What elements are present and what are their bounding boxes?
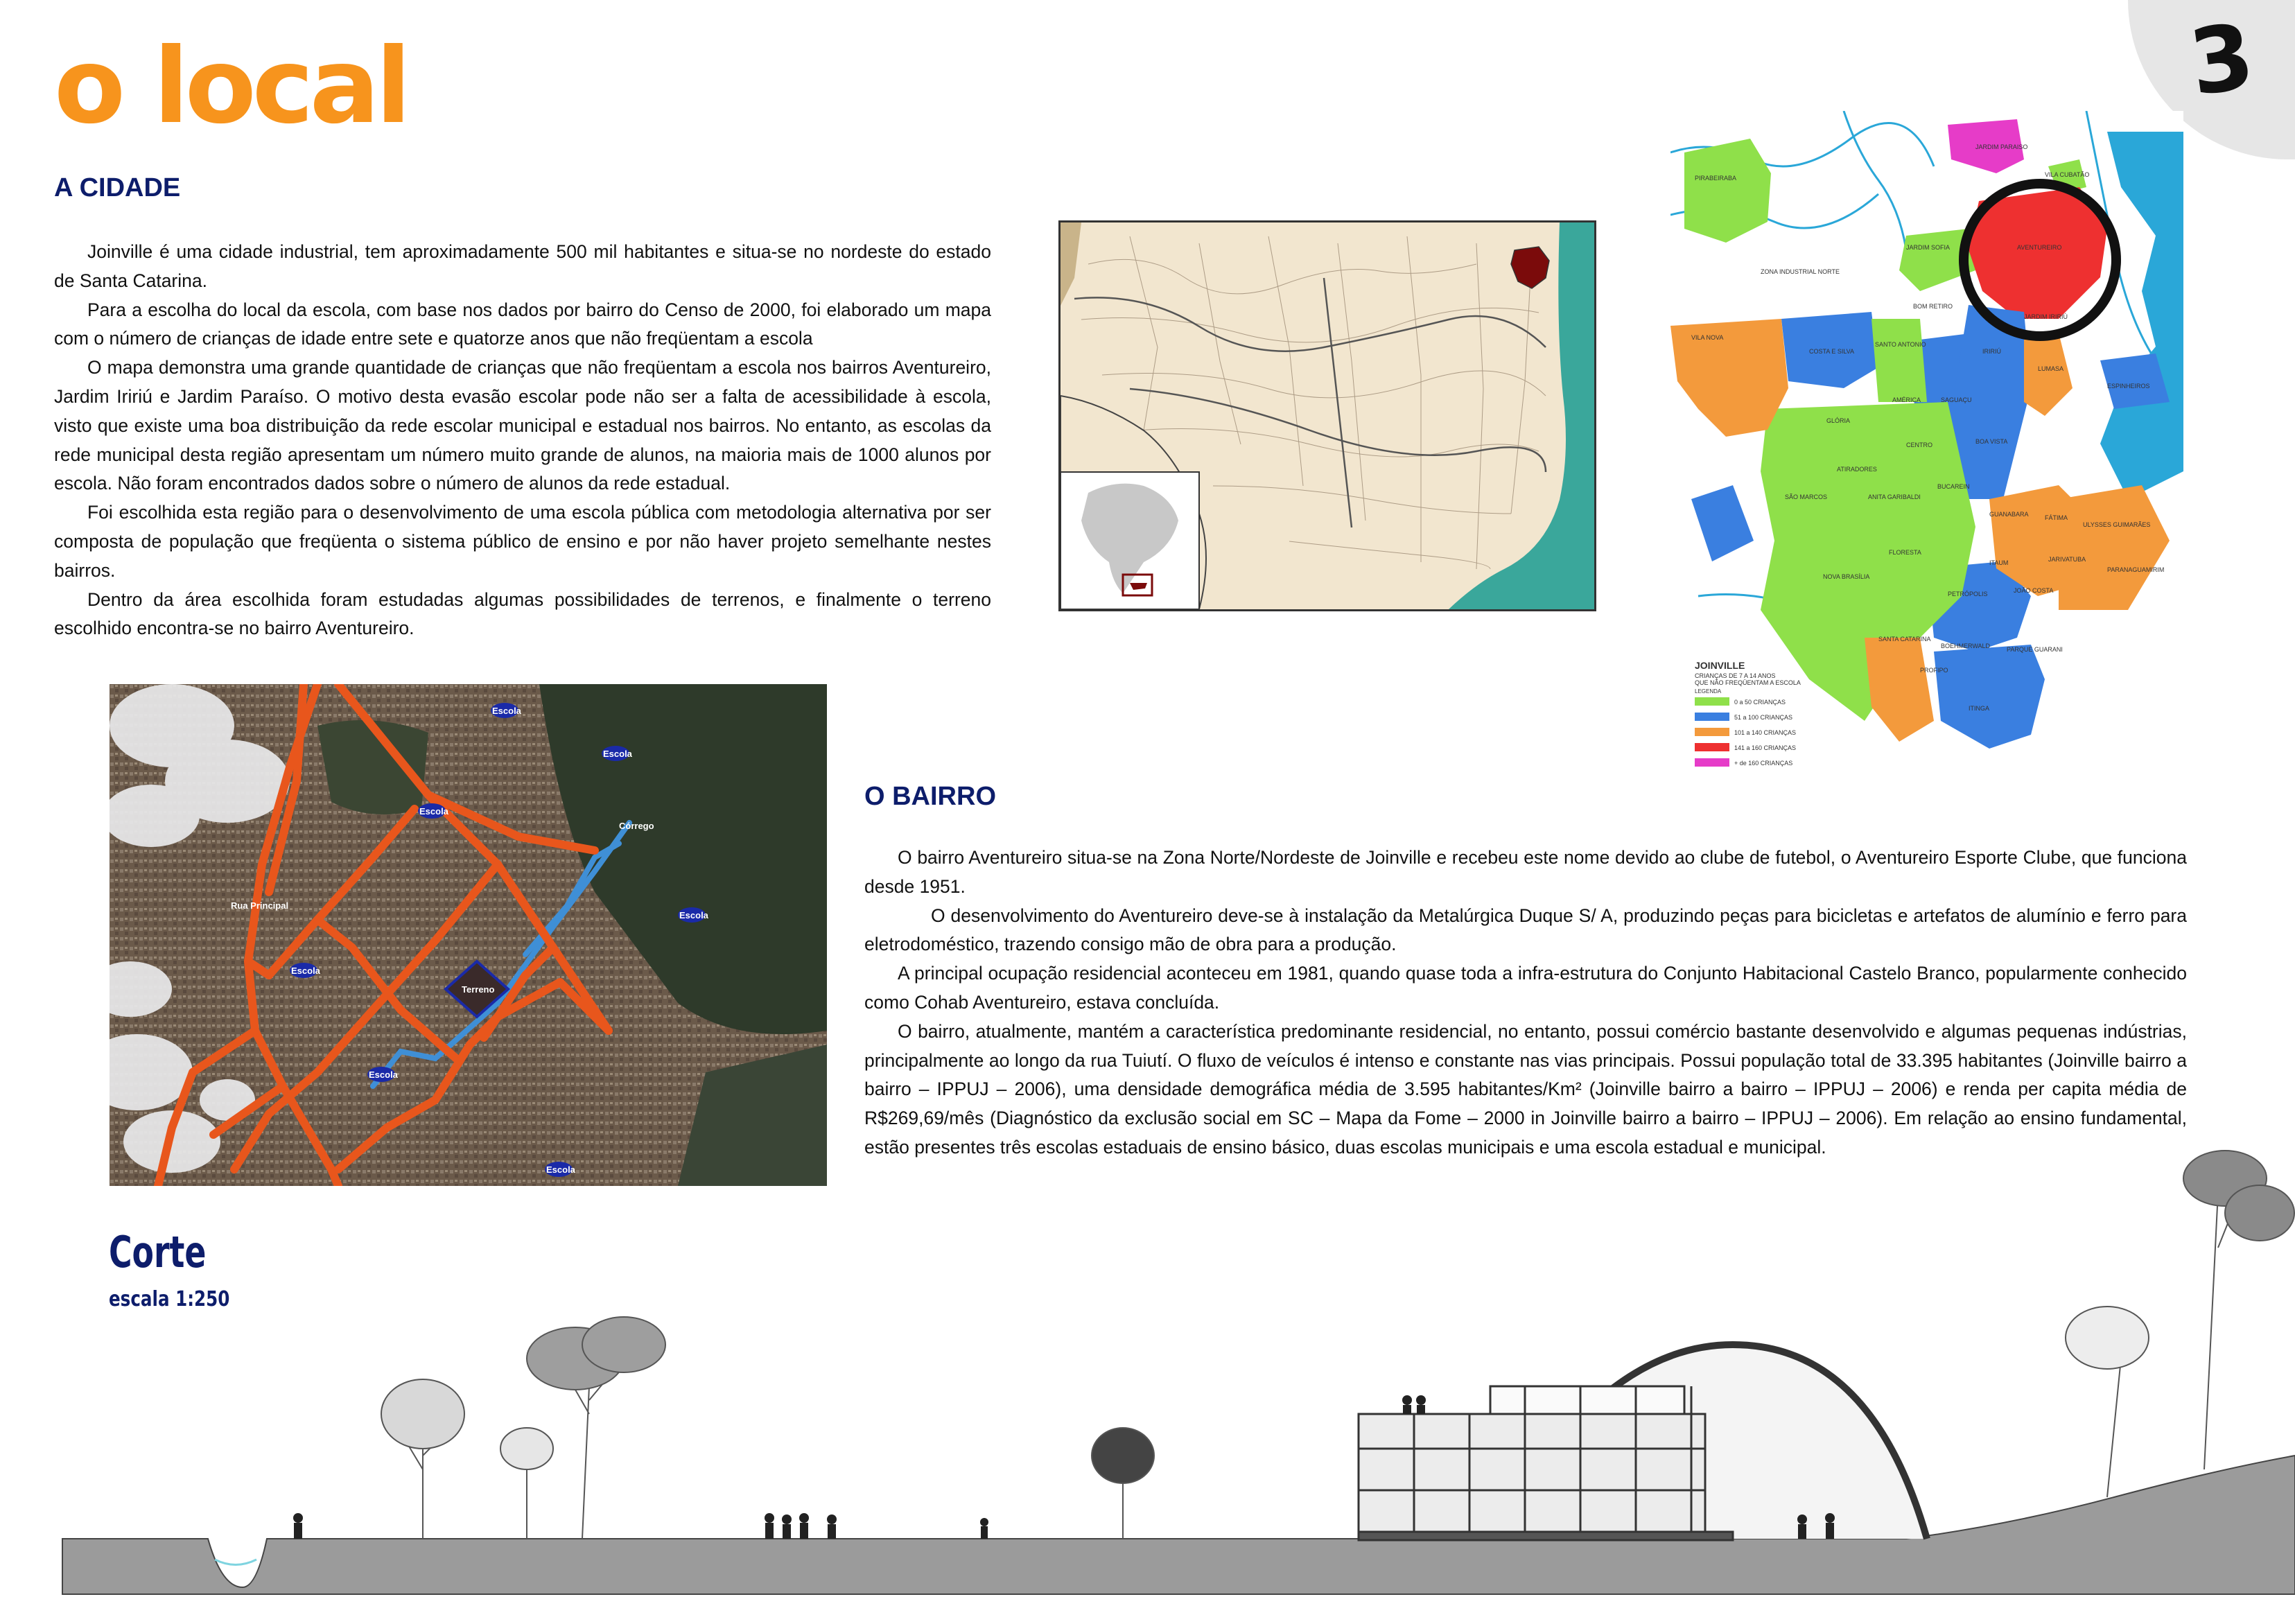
page-number: 3 <box>2183 3 2260 116</box>
school-label: Escola <box>546 1164 575 1175</box>
joinville-map-subtitle: CRIANÇAS DE 7 A 14 ANOS <box>1695 672 1776 679</box>
page-title: o local <box>54 26 408 147</box>
svg-text:IRIRIÚ: IRIRIÚ <box>1982 348 2001 355</box>
svg-text:GUANABARA: GUANABARA <box>1989 511 2029 518</box>
svg-text:AVENTUREIRO: AVENTUREIRO <box>2017 244 2062 251</box>
cidade-paragraph: Para a escolha do local da escola, com base nos dados por bairro do Censo de 2000, foi elaborado um mapa com o número de crianças de idade entre sete e quatorze anos que não freqüentam a escola <box>54 299 991 349</box>
svg-text:FLORESTA: FLORESTA <box>1889 549 1921 556</box>
svg-text:FÁTIMA: FÁTIMA <box>2045 514 2068 521</box>
svg-text:ITINGA: ITINGA <box>1969 705 1990 712</box>
svg-text:PETRÓPOLIS: PETRÓPOLIS <box>1948 591 1988 597</box>
svg-text:ANITA GARIBALDI: ANITA GARIBALDI <box>1868 494 1921 500</box>
legend-label: + de 160 CRIANÇAS <box>1734 760 1793 767</box>
bairro-paragraph: A principal ocupação residencial aconteceu em 1981, quando quase toda a infra-estrutura do Conjunto Habitacional Castelo Branco, popularmente conhecido como Cohab Aventureiro, estava concluída. <box>864 963 2187 1013</box>
svg-text:BUCAREIN: BUCAREIN <box>1937 483 1970 490</box>
svg-text:JARIVATUBA: JARIVATUBA <box>2048 556 2086 563</box>
svg-text:JOÃO COSTA: JOÃO COSTA <box>2014 587 2054 594</box>
tree <box>527 1317 665 1539</box>
cidade-heading: A CIDADE <box>54 173 181 202</box>
legend-title: LEGENDA <box>1695 688 1722 695</box>
svg-text:JARDIM PARAISO: JARDIM PARAISO <box>1975 143 2028 150</box>
legend-label: 0 a 50 CRIANÇAS <box>1734 699 1786 706</box>
svg-text:PROFIPO: PROFIPO <box>1920 667 1948 674</box>
joinville-map-title: JOINVILLE <box>1695 660 1745 671</box>
svg-text:SÃO MARCOS: SÃO MARCOS <box>1785 494 1828 500</box>
svg-text:BOA VISTA: BOA VISTA <box>1975 438 2008 445</box>
legend-label: 101 a 140 CRIANÇAS <box>1734 729 1797 736</box>
school-label: Escola <box>291 966 320 976</box>
school-label: Escola <box>492 706 521 716</box>
svg-text:BOEHMERWALD: BOEHMERWALD <box>1941 643 1991 649</box>
tree <box>1092 1428 1154 1539</box>
tree <box>2066 1307 2149 1497</box>
joinville-children-map <box>1670 111 2183 782</box>
tree <box>2183 1151 2294 1469</box>
svg-text:JARDIM IRIRIÚ: JARDIM IRIRIÚ <box>2024 313 2068 320</box>
svg-text:PARQUE GUARANI: PARQUE GUARANI <box>2007 646 2063 653</box>
section-drawing-svg <box>0 1109 2295 1621</box>
bairro-heading: O BAIRRO <box>864 782 996 811</box>
legend-label: 141 a 160 CRIANÇAS <box>1734 744 1797 751</box>
svg-text:LUMASA: LUMASA <box>2038 365 2064 372</box>
school-label: Escola <box>679 910 708 920</box>
school-label: Escola <box>419 806 448 817</box>
svg-text:ITAUM: ITAUM <box>1989 559 2009 566</box>
svg-text:ZONA INDUSTRIAL NORTE: ZONA INDUSTRIAL NORTE <box>1761 268 1840 275</box>
svg-text:COSTA E SILVA: COSTA E SILVA <box>1809 348 1855 355</box>
svg-text:SANTO ANTONIO: SANTO ANTONIO <box>1875 341 1926 348</box>
school-label: Escola <box>369 1069 398 1080</box>
svg-text:ESPINHEIROS: ESPINHEIROS <box>2107 383 2150 390</box>
svg-text:CENTRO: CENTRO <box>1906 442 1932 448</box>
joinville-map-subtitle: QUE NÃO FREQÜENTAM A ESCOLA <box>1695 679 1801 686</box>
joinville-map-drawing <box>1670 111 2183 782</box>
svg-text:ATIRADORES: ATIRADORES <box>1837 466 1877 473</box>
svg-text:VILA NOVA: VILA NOVA <box>1691 334 1724 341</box>
cidade-text <box>54 238 991 643</box>
svg-text:SAGUAÇU: SAGUAÇU <box>1941 396 1972 403</box>
legend-label: 51 a 100 CRIANÇAS <box>1734 714 1793 721</box>
svg-text:SANTA CATARINA: SANTA CATARINA <box>1878 636 1931 643</box>
svg-text:VILA CUBATÃO: VILA CUBATÃO <box>2045 171 2090 178</box>
section-scale: escala 1:250 <box>109 1287 230 1311</box>
svg-text:JARDIM SOFIA: JARDIM SOFIA <box>1906 244 1951 251</box>
school-label: Escola <box>603 749 632 759</box>
svg-text:ULYSSES GUIMARÃES: ULYSSES GUIMARÃES <box>2083 521 2151 528</box>
santa-catarina-map <box>1058 220 1596 611</box>
svg-text:PIRABEIRABA: PIRABEIRABA <box>1695 175 1737 182</box>
svg-text:AMÉRICA: AMÉRICA <box>1892 396 1921 403</box>
cidade-paragraph: Dentro da área escolhida foram estudadas algumas possibilidades de terrenos, e finalmente o terreno escolhido encontra-se no bairro Aventureiro. <box>54 588 991 639</box>
svg-text:BOM RETIRO: BOM RETIRO <box>1913 303 1953 310</box>
bairro-paragraph: O bairro, atualmente, mantém a característica predominante residencial, no entanto, possui comércio bastante desenvolvido e algumas pequenas indústrias, principalmente ao longo da rua Tuiutí. O fluxo de veículos é intenso e constante nas vias principais. Possui população total de 33.395 habitantes (Joinville bairro a bairro – IPPUJ – 2006), uma densidade demográfica média de 3.595 habitantes/Km² (Joinville bairro a bairro – IPPUJ – 2006) e renda per capita média de R$269,69/mês (Diagnóstico da exclusão social em SC – Mapa da Fome – 2000 in Joinville bairro a bairro – IPPUJ – 2006). Em relação ao ensino fundamental, estão presentes três escolas estaduais de ensino básico, duas escolas municipais e uma escola estadual e municipal. <box>864 1020 2187 1158</box>
svg-text:NOVA BRASÍLIA: NOVA BRASÍLIA <box>1823 573 1870 580</box>
cidade-paragraph: O mapa demonstra uma grande quantidade de crianças que não freqüentam a escola nos bairros Aventureiro, Jardim Iririú e Jardim Paraíso. O motivo desta evasão escolar pode não ser a falta de acessibilidade à escola, visto que existe uma boa distribuição da rede escolar municipal e estadual nos bairros. No entanto, as escolas da rede municipal desta região apresentam um número muito grande de alunos, na maioria mais de 1000 alunos por escola. Não foram encontrados dados sobre o número de alunos da rede estadual. <box>54 357 991 494</box>
cidade-paragraph: Foi escolhida esta região para o desenvolvimento de uma escola pública com metodologia alternativa por ser composta de população que freqüenta o sistema público de ensino e por não haver projeto semelhante nestes bairros. <box>54 502 991 581</box>
state-map-drawing <box>1061 222 1594 609</box>
tree <box>381 1379 464 1539</box>
rua-principal-label: Rua Principal <box>231 900 289 911</box>
bairro-paragraph: O bairro Aventureiro situa-se na Zona Norte/Nordeste de Joinville e recebeu este nome devido ao clube de futebol, o Aventureiro Esporte Clube, que funciona desde 1951. <box>864 847 2187 897</box>
tree <box>500 1428 553 1539</box>
section-drawing <box>0 1109 2295 1621</box>
cidade-paragraph: Joinville é uma cidade industrial, tem aproximadamente 500 mil habitantes e situa-se no nordeste do estado de Santa Catarina. <box>54 241 991 291</box>
svg-text:PARANAGUAMIRIM: PARANAGUAMIRIM <box>2107 566 2165 573</box>
terreno-label: Terreno <box>462 984 495 995</box>
bairro-paragraph: O desenvolvimento do Aventureiro deve-se à instalação da Metalúrgica Duque S/ A, produzindo peças para bicicletas e artefatos de alumínio e ferro para eletrodoméstico, trazendo consigo mão de obra para a produção. <box>864 905 2187 955</box>
svg-text:GLÓRIA: GLÓRIA <box>1826 417 1851 424</box>
corrego-label: Córrego <box>619 821 654 831</box>
section-title: Corte <box>109 1227 207 1277</box>
